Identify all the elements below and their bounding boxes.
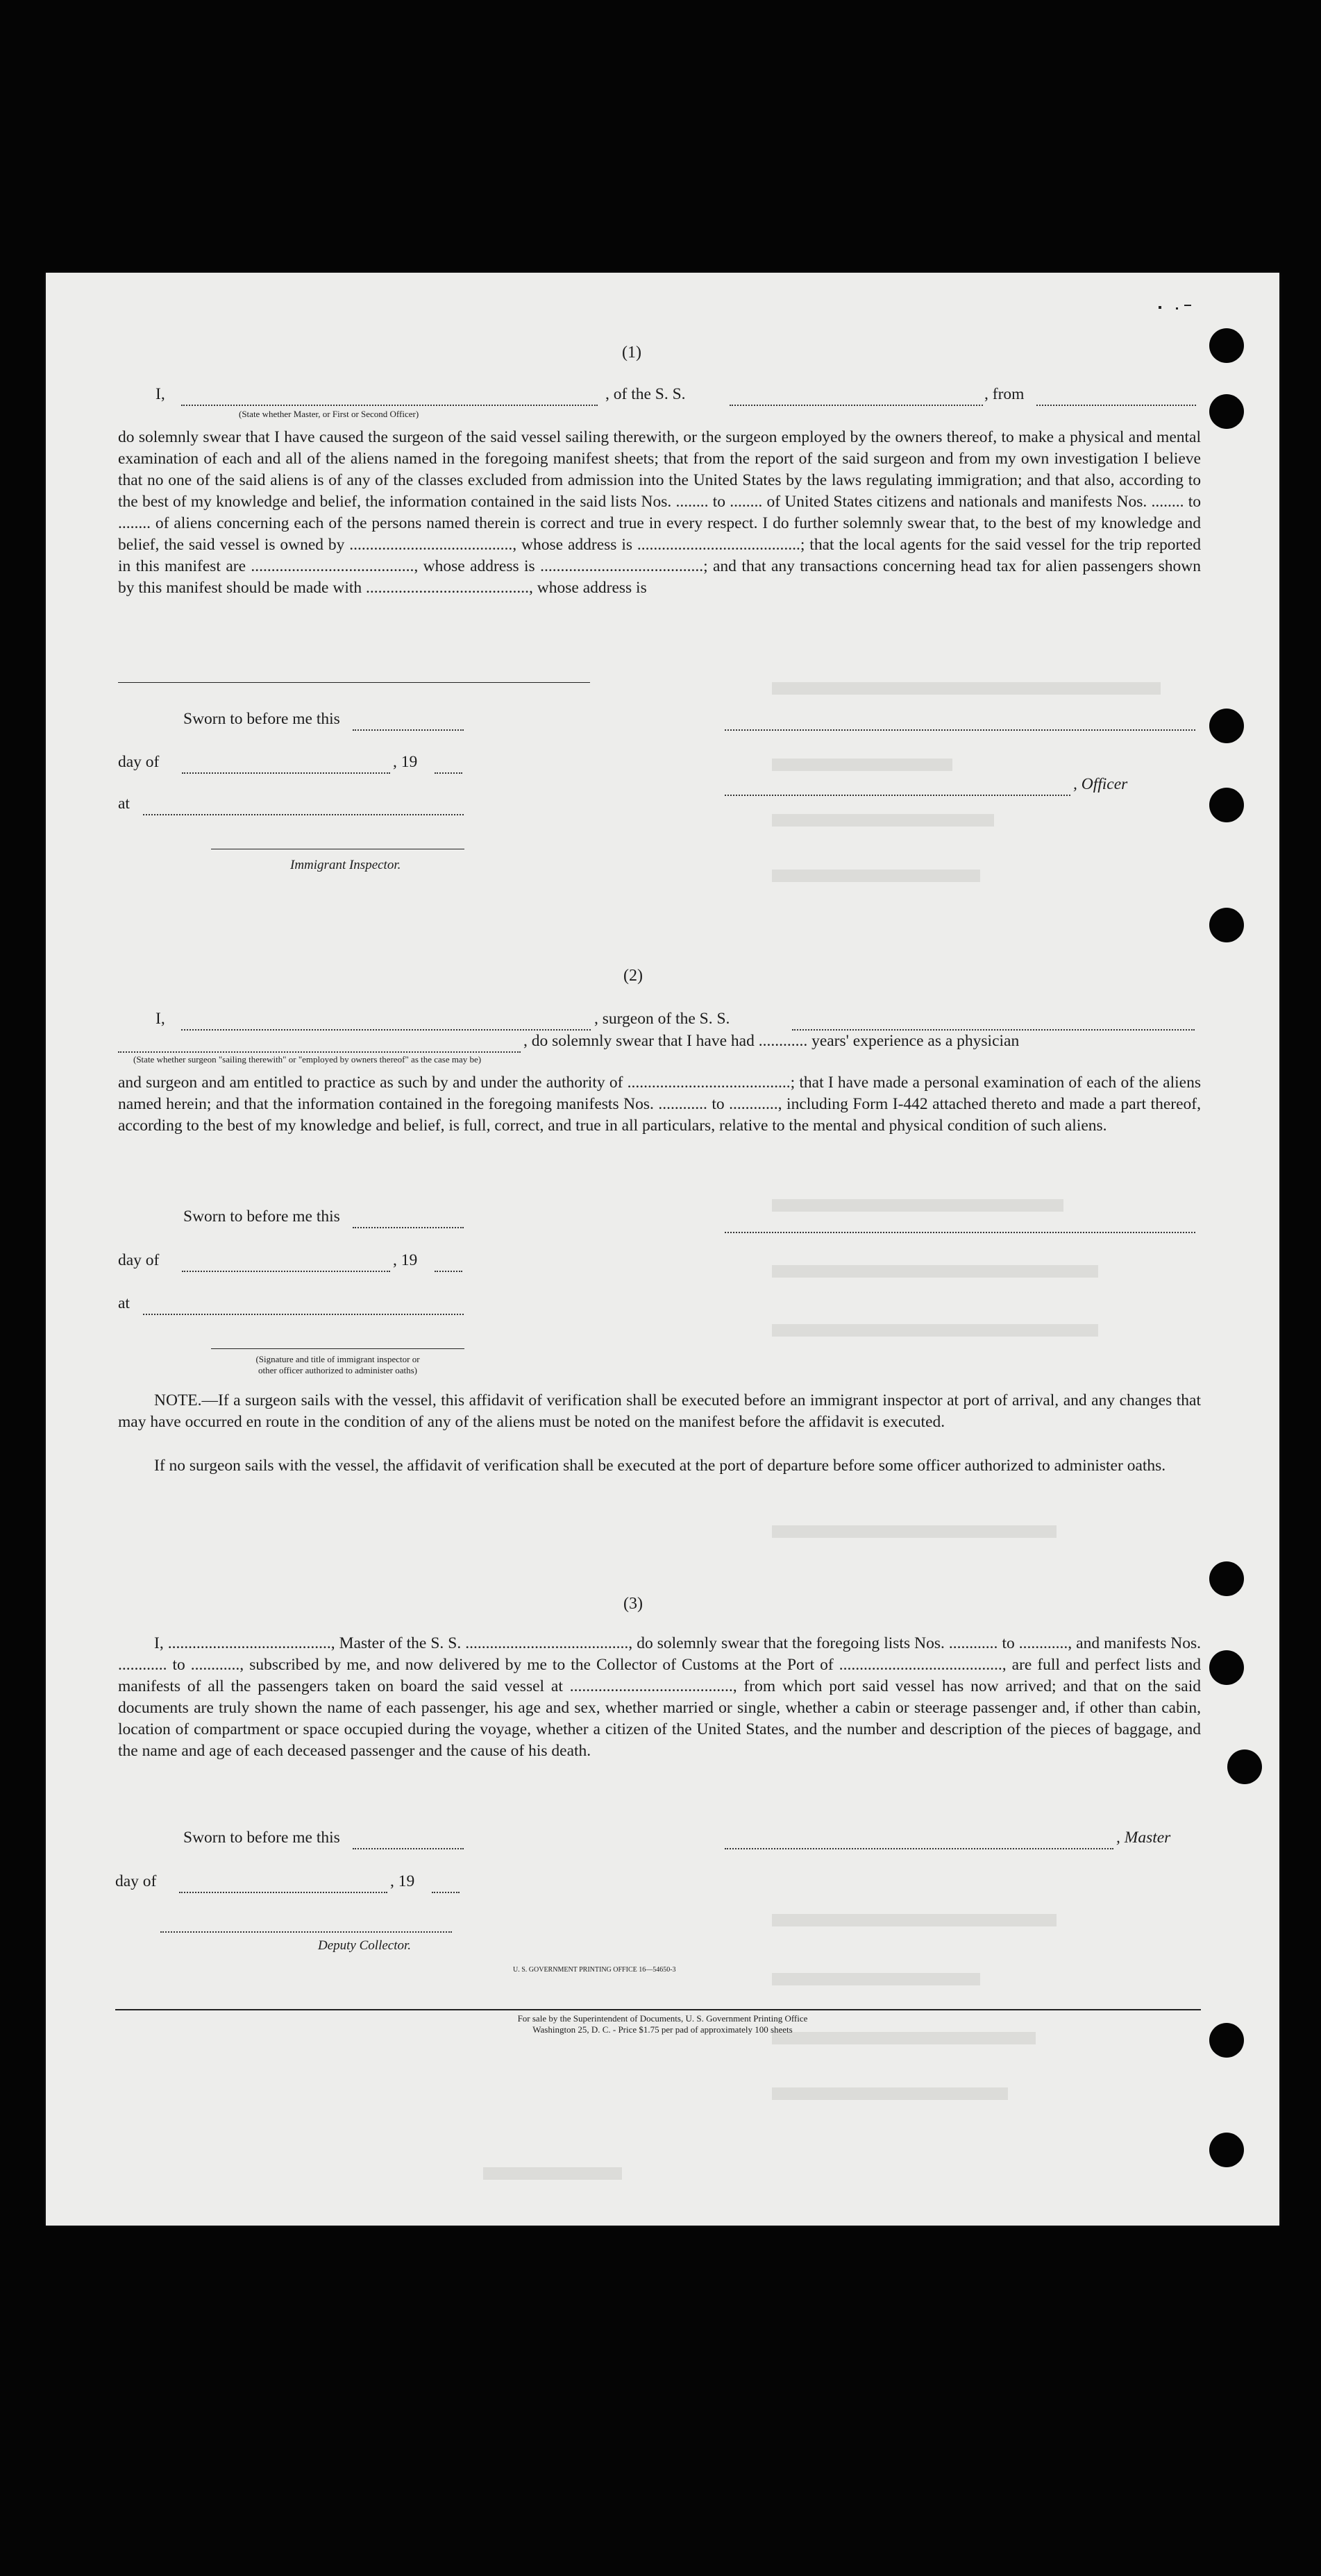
section-3-collector-blank	[160, 1917, 452, 1933]
section-2-signature-note-1: (Signature and title of immigrant inspector or	[255, 1354, 420, 1364]
bleed-through-mark	[483, 2167, 622, 2180]
section-2-note: (State whether surgeon "sailing therewith" or "employed by owners thereof" as the case may be)	[133, 1054, 482, 1065]
section-3-number: (3)	[623, 1595, 643, 1613]
section-2-at-blank	[143, 1300, 464, 1315]
section-3-master-label: , Master	[1116, 1829, 1171, 1847]
section-2-note-paragraph: NOTE.—If a surgeon sails with the vessel, this affidavit of verification shall be executed before an immigrant inspector at port of arrival, and any changes that may have occurred en route in the condition of any of the aliens must be noted on the manifest before the affidavit is executed.	[118, 1391, 1201, 1431]
section-2-paragraph: and surgeon and am entitled to practice as such by and under the authority of ........................................; that I have made a personal examination of each of the aliens named herein; and that the information contained in the foregoing manifests Nos. ............ to ............, including Form I-442 attached thereto and made a part thereof, according to the best of my knowledge and belief, is full, correct, and true in all particulars, relative to the mental and physical condition of such aliens.	[118, 1074, 1201, 1135]
footer-line-1: For sale by the Superintendent of Documents, U. S. Government Printing Office	[517, 2013, 808, 2024]
bleed-through-mark	[772, 814, 994, 827]
section-3-collector: Deputy Collector.	[318, 1938, 412, 1953]
section-2-day-blank	[182, 1257, 390, 1272]
footer-line-2: Washington 25, D. C. - Price $1.75 per pad of approximately 100 sheets	[532, 2024, 793, 2035]
manifest-sheet	[46, 273, 1279, 2226]
section-1-year-blank	[435, 759, 462, 774]
corner-mark	[1159, 306, 1161, 309]
section-1-i: I,	[155, 385, 165, 403]
bleed-through-mark	[772, 2087, 1008, 2100]
bleed-through-mark	[772, 1973, 980, 1985]
section-2-year: , 19	[393, 1251, 418, 1269]
section-3-day-blank	[179, 1878, 387, 1893]
bleed-through-mark	[772, 870, 980, 882]
punch-hole	[1209, 328, 1244, 363]
section-3-printing: U. S. GOVERNMENT PRINTING OFFICE 16—54650-3	[513, 1966, 676, 1974]
section-1-officer-label: , Officer	[1073, 775, 1128, 793]
section-3-master-blank	[725, 1834, 1113, 1849]
section-2-status-blank	[118, 1037, 521, 1053]
section-3-year-blank	[432, 1878, 460, 1893]
bleed-through-mark	[772, 682, 1161, 695]
section-2-signature-note-2: other officer authorized to administer oaths)	[258, 1365, 417, 1375]
section-3-sworn: Sworn to before me this	[183, 1829, 340, 1847]
section-1-paragraph: do solemnly swear that I have caused the surgeon of the said vessel sailing therewith, or the surgeon employed by the owners thereof, to make a physical and mental examination of each and all of the aliens named in the foregoing manifest sheets; that from the report of the said surgeon and from my own investigation I believe that no one of the said aliens is of any of the classes excluded from admission into the United States by the laws regulating immigration; and that also, according to the best of my knowledge and belief, the information contained in the said lists Nos. ........ to ........ of United States citizens and nationals and manifests Nos. ........ to ........ of aliens concerning each of the persons named therein is correct and true in every respect. I do further solemnly swear that, to the best of my knowledge and belief, the said vessel is owned by ........................................, whose address is ........................................; that the local agents for the said vessel for the trip reported in this manifest are ........................................, whose address is ........................................; and that any transactions concerning head tax for alien passengers shown by this manifest should be made with ........................................, whose address is	[118, 428, 1201, 597]
section-2-swear: , do solemnly swear that I have had ............ years' experience as a physician	[523, 1032, 1020, 1050]
section-1-day-of: day of	[118, 753, 160, 771]
section-1-inspector: Immigrant Inspector.	[290, 858, 401, 872]
section-1-number: (1)	[622, 344, 641, 362]
footer-divider	[115, 2009, 1201, 2010]
bleed-through-mark	[772, 1914, 1057, 1926]
section-1-year: , 19	[393, 753, 418, 771]
section-1-from-blank	[1036, 391, 1196, 406]
bleed-through-mark	[772, 1199, 1063, 1212]
punch-hole	[1209, 1650, 1244, 1685]
bleed-through-mark	[772, 1265, 1098, 1278]
section-2-number: (2)	[623, 967, 643, 985]
punch-hole	[1209, 908, 1244, 942]
section-1-officer-blank	[725, 781, 1070, 796]
section-2-sworn: Sworn to before me this	[183, 1208, 340, 1226]
bleed-through-mark	[772, 1525, 1057, 1538]
section-1-at: at	[118, 795, 130, 813]
section-1-vessel-blank	[730, 391, 983, 406]
section-1-at-blank	[143, 800, 464, 815]
section-1-divider	[118, 682, 590, 683]
section-1-day-blank	[182, 759, 390, 774]
section-3-sworn-blank	[353, 1834, 464, 1849]
section-1-title-note: (State whether Master, or First or Second Officer)	[239, 409, 419, 419]
section-1-of-ss: , of the S. S.	[605, 385, 686, 403]
section-2-surgeon-signature-blank	[725, 1218, 1195, 1233]
section-2-name-blank	[181, 1015, 591, 1031]
bleed-through-mark	[772, 1324, 1098, 1337]
section-1-sworn-blank	[353, 715, 464, 731]
section-2-year-blank	[435, 1257, 462, 1272]
section-2-signature-line	[211, 1348, 464, 1349]
section-2-sworn-blank	[353, 1213, 464, 1228]
corner-mark	[1176, 307, 1178, 310]
section-1-from: , from	[984, 385, 1025, 403]
punch-hole	[1209, 788, 1244, 822]
section-1-name-blank	[181, 391, 598, 406]
punch-hole	[1209, 394, 1244, 429]
bleed-through-mark	[772, 759, 952, 771]
section-1-sworn: Sworn to before me this	[183, 710, 340, 728]
corner-mark	[1184, 305, 1191, 306]
section-2-no-surgeon-paragraph: If no surgeon sails with the vessel, the affidavit of verification shall be executed at the port of departure before some officer authorized to administer oaths.	[154, 1457, 1166, 1475]
section-2-surgeon-of: , surgeon of the S. S.	[594, 1010, 730, 1028]
punch-hole	[1209, 2133, 1244, 2167]
section-2-day-of: day of	[118, 1251, 160, 1269]
punch-hole	[1209, 1561, 1244, 1596]
punch-hole	[1227, 1749, 1262, 1784]
punch-hole	[1209, 709, 1244, 743]
section-2-at: at	[118, 1294, 130, 1312]
section-3-paragraph: I, ........................................, Master of the S. S. ........................................, do solemnly swear that the foregoing lists Nos. ............ to ............, and manifests Nos. ............ to ............, subscribed by me, and now delivered by me to the Collector of Customs at the Port of ........................................, are full and perfect lists and manifests of all the passengers taken on board the said vessel at ........................................, from which port said vessel has now arrived; and that on the said documents are truly shown the name of each passenger, his age and sex, whether married or single, whether a cabin or steerage passenger and, if other than cabin, location of compartment or space occupied during the voyage, whether a citizen of the United States, and the number and description of the pieces of baggage, and the name and age of each deceased passenger and the cause of his death.	[118, 1634, 1201, 1760]
section-2-i: I,	[155, 1010, 165, 1028]
section-1-officer-signature-blank	[725, 715, 1195, 731]
section-3-year: , 19	[390, 1872, 415, 1890]
section-3-day-of: day of	[115, 1872, 157, 1890]
section-2-vessel-blank	[792, 1015, 1195, 1031]
